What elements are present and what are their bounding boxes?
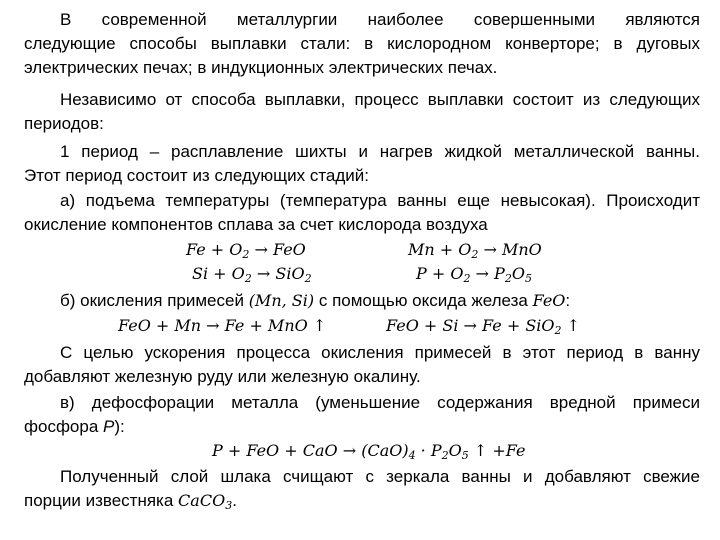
text-line-1: В современной металлургии наиболее совершенными являются	[60, 10, 700, 29]
formula-si-reduction: FeO + Si → Fe + SiO$_2$ ↑	[386, 316, 581, 337]
caco3-formula: CaCO$_3$	[178, 491, 233, 512]
text-line-15: Полученный слой шлака счищают с зеркала ванны и добавляют свежие	[60, 467, 700, 486]
text-line-3: электрических печах; в индукционных электрических печах.	[24, 58, 498, 77]
formula-mn-oxidation: $Mn + O_2$ → MnO	[408, 240, 542, 261]
formula-si-oxidation: $Si + O_2 \to SiO_2$	[192, 264, 312, 285]
text-line-11: С целью ускорения процесса окисления примесей в этот период в ванну	[60, 343, 700, 362]
text-line-12: добавляют железную руду или железную окалину.	[24, 367, 421, 386]
text-line-8: а) подъема температуры (температура ванны еще невысокая). Происходит	[60, 191, 700, 210]
formula-p-oxidation: $P + O_2 \to P_2O_5$	[416, 264, 532, 285]
text-line-10: б) окисления примесей (Mn, Si) с помощью оксида железа FeO:	[60, 291, 571, 310]
formula-dephosphorization: P + FeO + CaO → $(CaO)_4 \cdot P_2O_5$ ↑ +Fe	[212, 441, 526, 462]
text-line-2: следующие способы выплавки стали: в кислородном конверторе; в дуговых	[24, 34, 700, 53]
text-line-13: в) дефосфорации металла (уменьшение содержания вредной примеси	[60, 393, 700, 412]
text-line-5: периодов:	[24, 114, 104, 133]
formula-mn-reduction: FeO + Mn → Fe + MnO ↑	[118, 316, 327, 335]
text-line-6: 1 период – расплавление шихты и нагрев жидкой металлической ванны.	[60, 142, 700, 161]
text-line-7: Этот период состоит из следующих стадий:	[24, 166, 370, 185]
text-line-9: окисление компонентов сплава за счет кислорода воздуха	[24, 215, 488, 234]
formula-fe-oxidation: $Fe + O_2$ → FeO	[186, 240, 306, 261]
text-line-16: порции известняка CaCO$_3$.	[24, 491, 237, 512]
text-line-4: Независимо от способа выплавки, процесс выплавки состоит из следующих	[60, 90, 700, 109]
text-line-14: фосфора P):	[24, 417, 125, 436]
